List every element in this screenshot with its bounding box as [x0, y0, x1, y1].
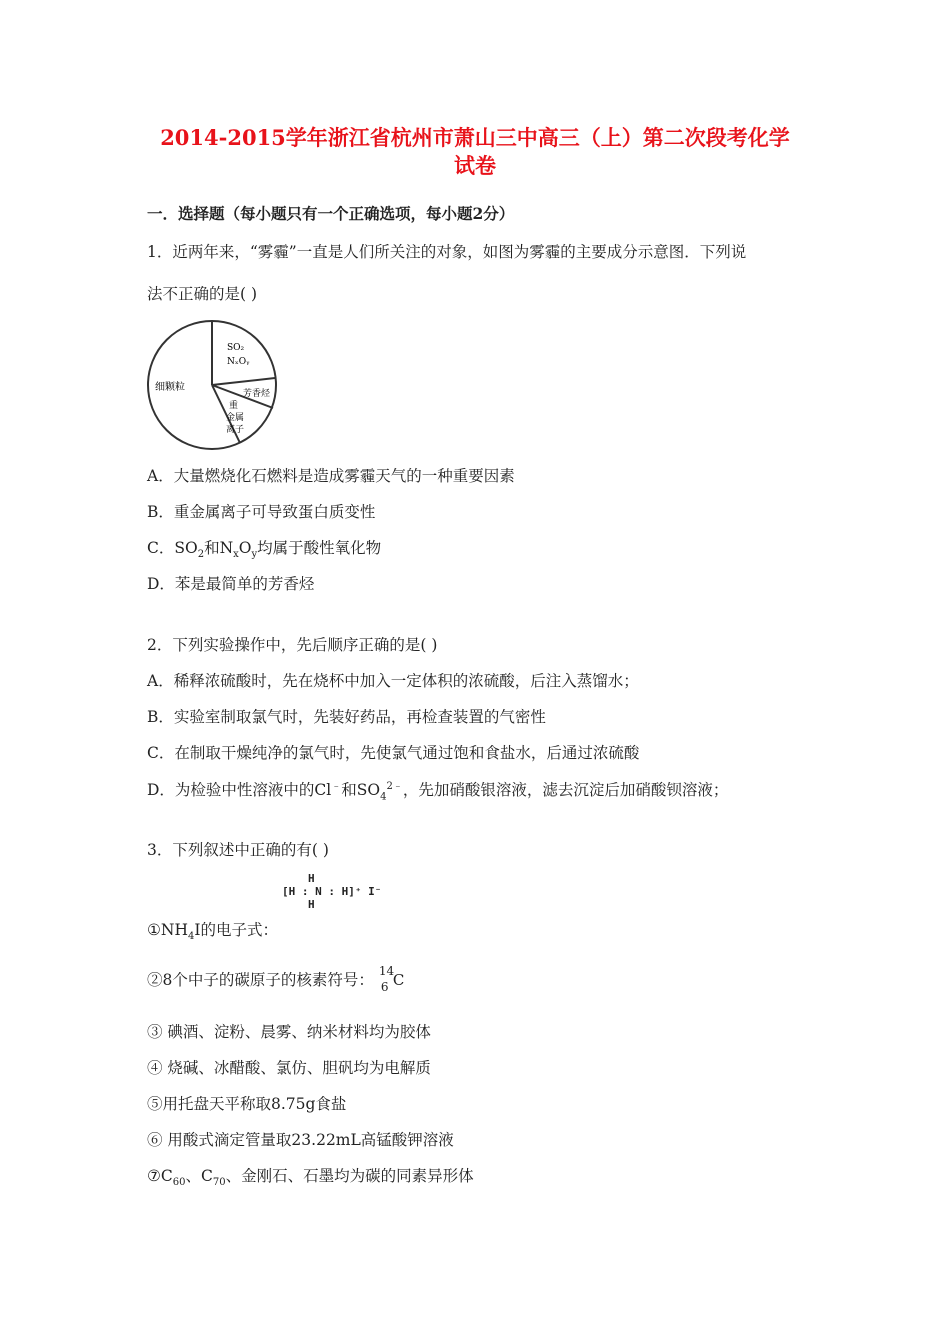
q3-stem: 3．下列叙述中正确的有( ): [147, 841, 329, 859]
nh4i-electron-formula: H [H : N : H]⁺ I⁻ H: [282, 872, 382, 911]
pie-label-heavy-2: 金属: [226, 413, 245, 423]
pie-label-heavy-1: 重: [229, 401, 239, 411]
q2-option-c: C．在制取干燥纯净的氯气时，先使氯气通过饱和食盐水，后通过浓硫酸: [147, 744, 640, 762]
pie-label-aromatic: 芳香烃: [243, 389, 271, 399]
pie-label-nxoy: NₓOᵧ: [227, 357, 250, 367]
section-heading: 一．选择题（每小题只有一个正确选项，每小题2分）: [147, 204, 515, 223]
q2-option-d: D．为检验中性溶液中的Cl﹣和$SO_4^{2﹣}$，先加硝酸银溶液，滤去沉淀后加硝酸钡溶液；: [147, 781, 729, 803]
q3-item-2: ②8个中子的碳原子的核素符号： 14 6 C: [147, 964, 407, 998]
q3-item-1: $①NH_4I$的电子式：: [147, 921, 278, 943]
q2-option-b: B．实验室制取氯气时，先装好药品，再检查装置的气密性: [147, 708, 546, 726]
q1-stem-cont: 法不正确的是( ): [147, 285, 258, 303]
q1-option-b: B．重金属离子可导致蛋白质变性: [147, 503, 376, 521]
q2-stem: 2．下列实验操作中，先后顺序正确的是( ): [147, 636, 438, 654]
smog-composition-pie-chart: [145, 318, 280, 453]
q3-item-5: ⑤用托盘天平称取8.75g食盐: [147, 1095, 347, 1113]
pie-label-heavy-3: 离子: [226, 425, 245, 435]
q3-item-7: $⑦C_{60}$、$C_{70}$、金刚石、石墨均为碳的同素异形体: [147, 1167, 474, 1189]
q1-stem: 1．近两年来，“雾霾”一直是人们所关注的对象，如图为雾霾的主要成分示意图．下列说: [147, 243, 747, 261]
q3-item-4: ④ 烧碱、冰醋酸、氯仿、胆矾均为电解质: [147, 1059, 431, 1077]
q2-option-a: A．稀释浓硫酸时，先在烧杯中加入一定体积的浓硫酸，后注入蒸馏水；: [147, 672, 639, 690]
q1-option-a: A．大量燃烧化石燃料是造成雾霾天气的一种重要因素: [147, 467, 515, 485]
q1-option-c: C．$SO_2$和$N_xO_y$均属于酸性氧化物: [147, 539, 382, 561]
q3-item-6: ⑥ 用酸式滴定管量取23.22mL高锰酸钾溶液: [147, 1131, 454, 1149]
pie-label-particles: 细颗粒: [155, 382, 185, 393]
carbon-14-nuclide-symbol: 14 6 C: [378, 964, 405, 994]
document-title-continued: 试卷: [454, 153, 496, 178]
document-title: 2014-2015学年浙江省杭州市萧山三中高三（上）第二次段考化学: [160, 125, 790, 150]
q1-option-d: D．苯是最简单的芳香烃: [147, 575, 315, 593]
q3-item-3: ③ 碘酒、淀粉、晨雾、纳米材料均为胶体: [147, 1023, 431, 1041]
pie-label-so2: SO₂: [227, 343, 245, 353]
